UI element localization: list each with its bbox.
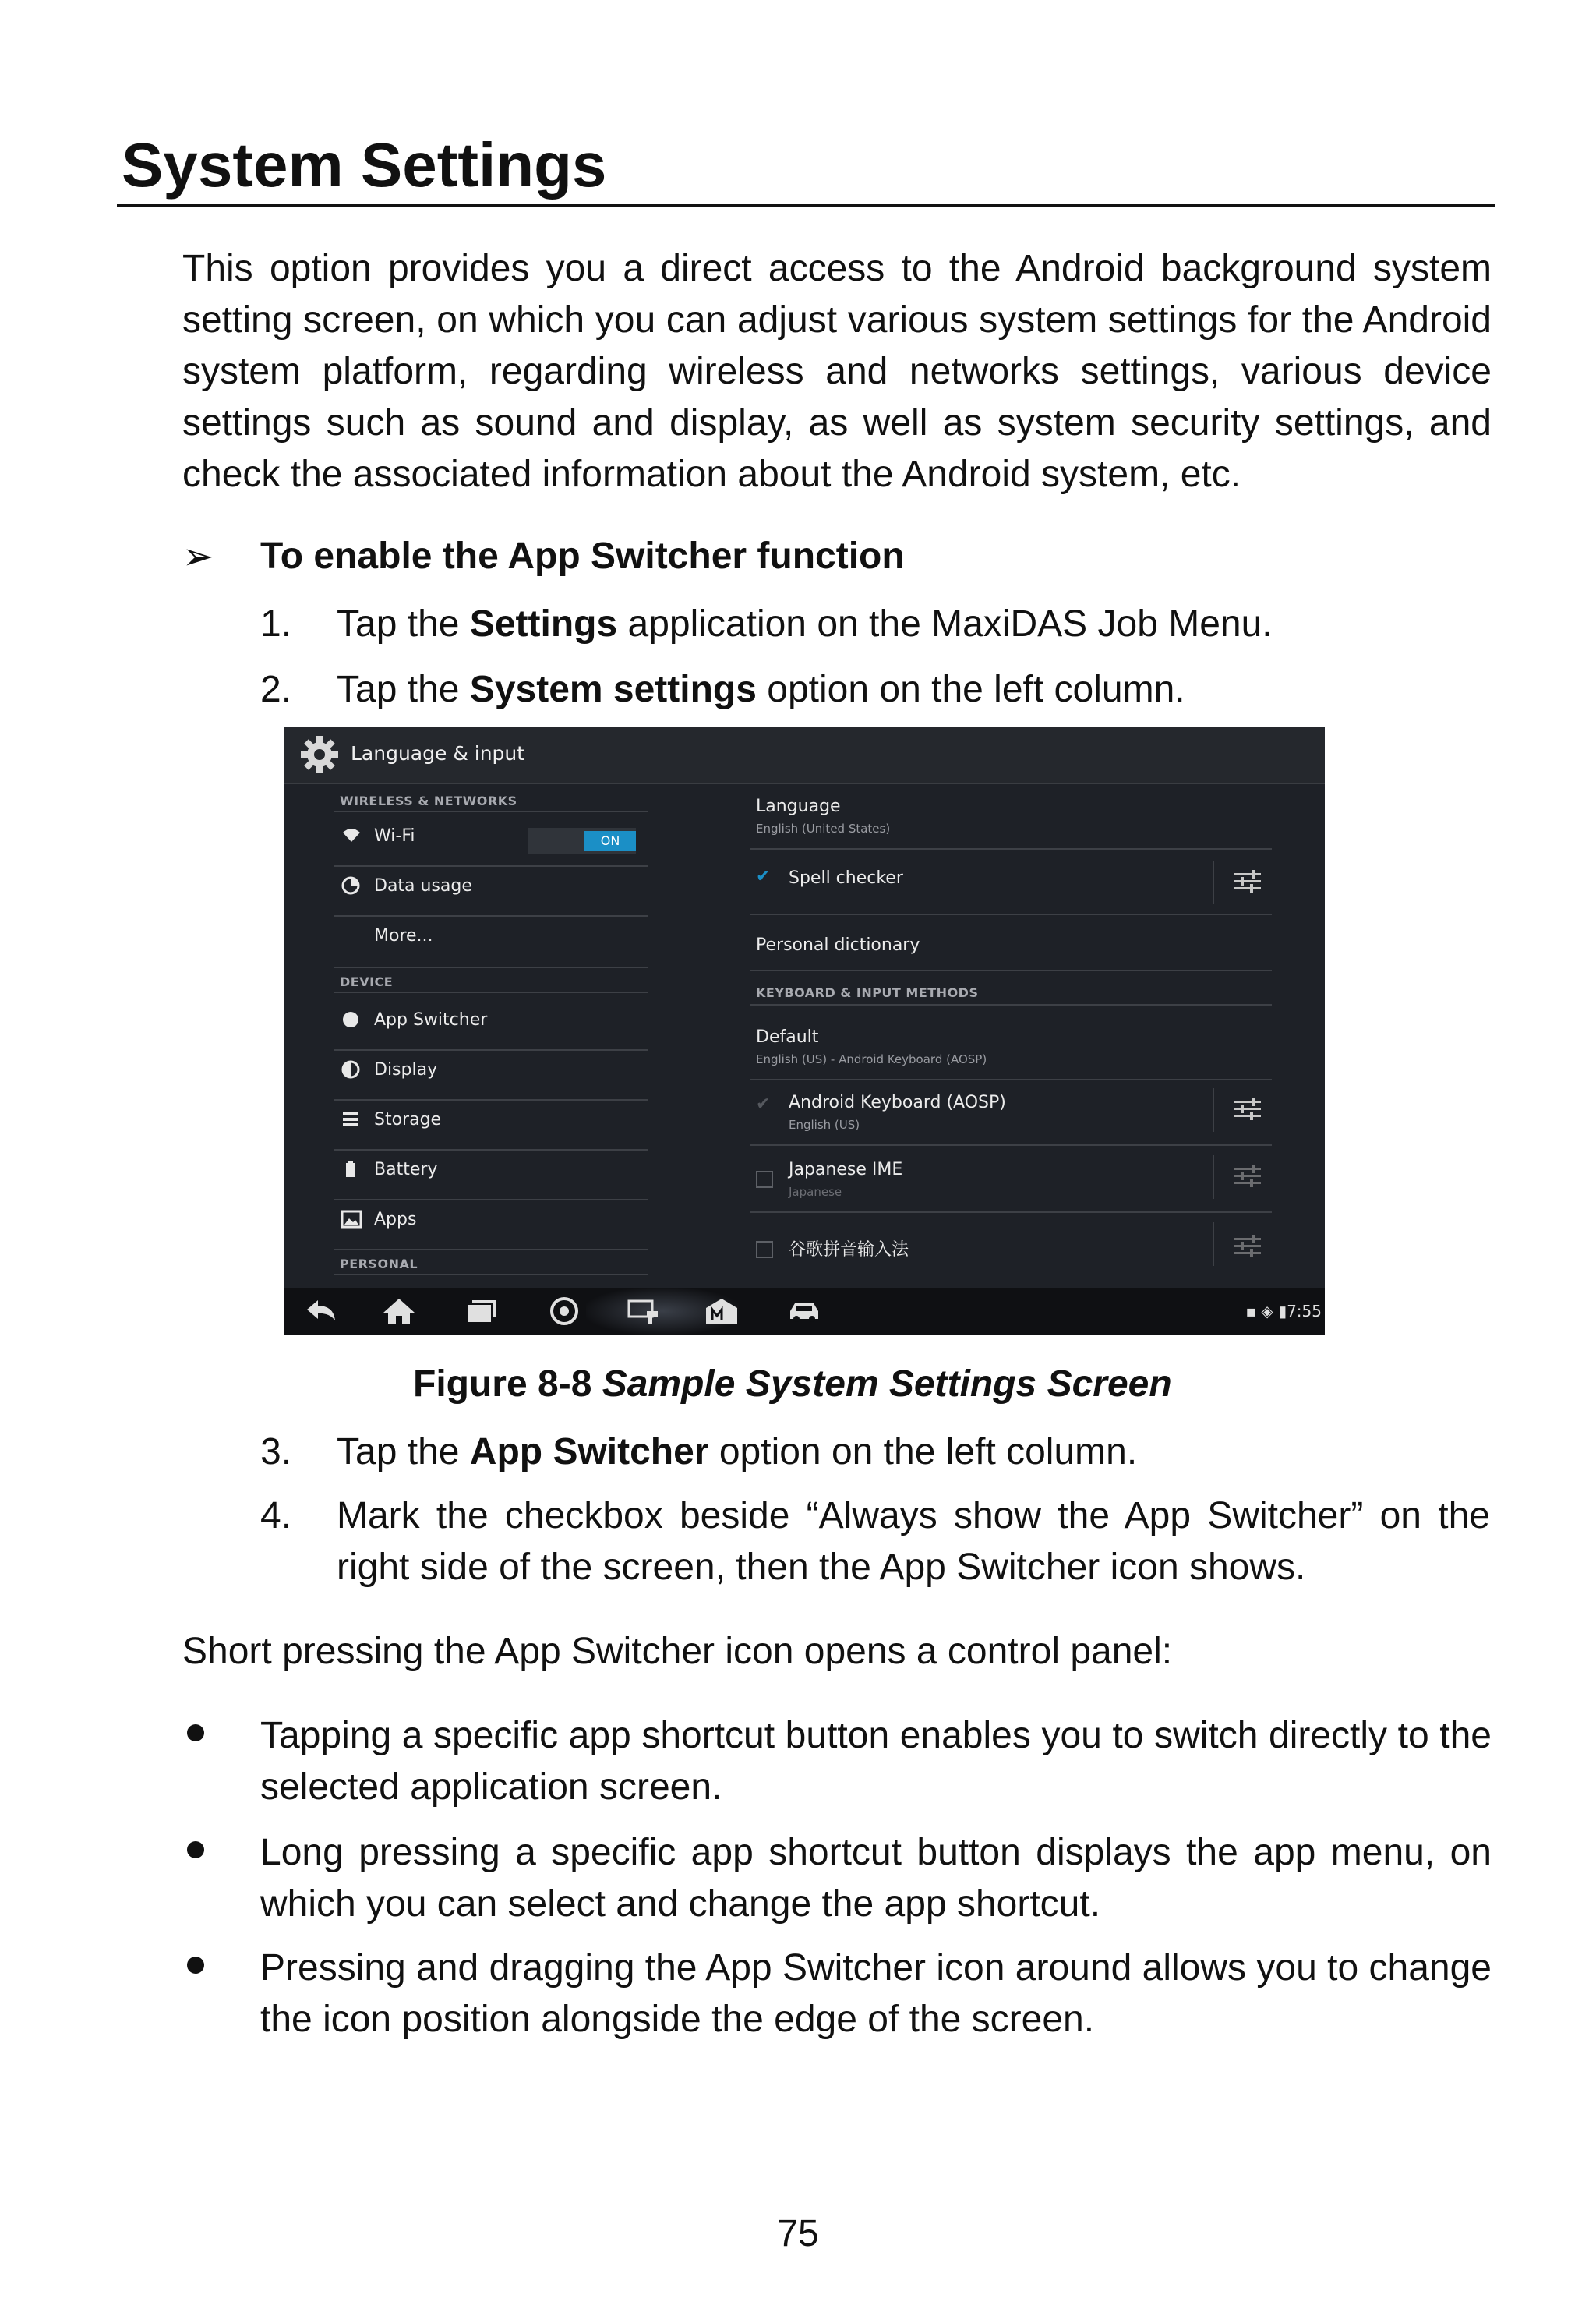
divider: [750, 1079, 1272, 1080]
bullet-item: Tapping a specific app shortcut button enables you to switch directly to the selected application screen.: [260, 1715, 1492, 1808]
step-number: 2.: [260, 669, 292, 710]
procedure-heading: To enable the App Switcher function: [260, 536, 905, 577]
bullet-item: Long pressing a specific app shortcut button displays the app menu, on which you can select and change the app shortcut.: [260, 1832, 1492, 1925]
bullet-icon: [187, 1841, 204, 1858]
step-text: Tap the Settings application on the MaxiDAS Job Menu.: [337, 603, 1273, 645]
android-keyboard-setting[interactable]: Android Keyboard (AOSP): [789, 1093, 1006, 1112]
section-wireless: WIRELESS & NETWORKS: [340, 794, 517, 808]
sidebar-item-display[interactable]: Display: [374, 1060, 438, 1080]
wifi-toggle-on: ON: [584, 831, 636, 851]
section-keyboard: KEYBOARD & INPUT METHODS: [756, 985, 979, 1000]
default-keyboard-setting[interactable]: Default: [756, 1027, 819, 1047]
maxidas-icon[interactable]: [704, 1297, 739, 1325]
pinyin-checkbox[interactable]: [756, 1241, 773, 1258]
bullet-icon: [187, 1957, 204, 1974]
storage-icon: [341, 1110, 360, 1133]
status-time: 7:55: [1287, 1302, 1322, 1320]
sidebar-item-storage[interactable]: Storage: [374, 1110, 442, 1130]
divider: [750, 1004, 1272, 1006]
step-text: Tap the App Switcher option on the left column.: [337, 1431, 1138, 1472]
divider: [334, 1199, 648, 1200]
section-device: DEVICE: [340, 974, 394, 989]
pinyin-setting[interactable]: 谷歌拼音输入法: [789, 1240, 909, 1260]
step-text: Tap the System settings option on the left column.: [337, 669, 1185, 710]
divider: [334, 811, 648, 812]
page-title: System Settings: [122, 130, 607, 200]
status-icons: ▪ ◈ ▮: [1245, 1302, 1287, 1320]
procedure-arrow-icon: ➢: [182, 536, 214, 578]
navigation-bar: [284, 1288, 1325, 1335]
divider: [334, 915, 648, 917]
android-keyboard-value: English (US): [789, 1118, 860, 1132]
check-icon[interactable]: ✔: [756, 867, 771, 886]
divider: [334, 1049, 648, 1051]
divider: [750, 914, 1272, 915]
divider: [1213, 1155, 1214, 1199]
sidebar-item-apps[interactable]: Apps: [374, 1210, 417, 1229]
sidebar-item-data-usage[interactable]: Data usage: [374, 876, 472, 896]
divider: [750, 1144, 1272, 1146]
home-icon[interactable]: [382, 1297, 416, 1325]
divider: [334, 992, 648, 993]
japanese-ime-setting[interactable]: Japanese IME: [789, 1160, 903, 1179]
recent-apps-icon[interactable]: [464, 1297, 499, 1325]
control-panel-intro: Short pressing the App Switcher icon opens a control panel:: [182, 1631, 1173, 1672]
sidebar-item-wifi[interactable]: Wi-Fi: [374, 826, 415, 846]
sidebar-item-battery[interactable]: Battery: [374, 1160, 438, 1179]
language-value: English (United States): [756, 822, 891, 836]
divider: [1213, 861, 1214, 904]
sidebar-item-app-switcher[interactable]: App Switcher: [374, 1010, 488, 1030]
wifi-icon: [341, 826, 362, 848]
divider: [334, 1274, 648, 1275]
default-keyboard-value: English (US) - Android Keyboard (AOSP): [756, 1052, 987, 1066]
settings-tune-icon[interactable]: [1234, 1098, 1261, 1121]
step-number: 3.: [260, 1431, 292, 1472]
japanese-ime-checkbox[interactable]: [756, 1171, 773, 1188]
settings-tune-icon[interactable]: [1234, 1235, 1261, 1258]
intro-paragraph: This option provides you a direct access to the Android background system setting screen, on which you can adjust various system settings for the Android system platform, regarding wireless and networks settings, various device settings such as sound and display, as well as system security settings, and check the associated information about the Android system, etc.: [182, 248, 1492, 495]
status-bar: [1245, 1302, 1322, 1320]
divider: [334, 1249, 648, 1250]
app-switcher-icon: [341, 1010, 360, 1034]
vehicle-icon[interactable]: [787, 1297, 821, 1325]
settings-gear-icon: [298, 733, 341, 776]
divider: [1213, 1088, 1214, 1132]
settings-header-title: Language & input: [351, 742, 525, 765]
figure-caption: Figure 8-8 Sample System Settings Screen: [413, 1363, 1172, 1405]
divider: [750, 970, 1272, 971]
check-icon[interactable]: ✔: [756, 1094, 771, 1114]
divider: [334, 1099, 648, 1101]
divider: [334, 1149, 648, 1151]
divider: [750, 1211, 1272, 1213]
display-icon: [341, 1060, 360, 1084]
settings-screenshot: [284, 727, 1325, 1335]
japanese-ime-value: Japanese: [789, 1185, 842, 1199]
step-number: 4.: [260, 1495, 292, 1536]
title-rule: [117, 204, 1495, 207]
divider: [1213, 1222, 1214, 1266]
bullet-icon: [187, 1724, 204, 1741]
settings-header: [284, 727, 1325, 784]
settings-tune-icon[interactable]: [1234, 1165, 1261, 1188]
page-number: 75: [777, 2213, 819, 2254]
spell-checker-setting[interactable]: Spell checker: [789, 868, 903, 888]
language-setting[interactable]: Language: [756, 797, 841, 816]
apps-icon: [341, 1210, 362, 1233]
data-usage-icon: [341, 876, 360, 900]
app-switcher-nav-icon[interactable]: [627, 1297, 661, 1325]
step-text: Mark the checkbox beside “Always show the App Switcher” on the right side of the screen, then the App Switcher icon shows.: [337, 1495, 1490, 1588]
battery-icon: [341, 1160, 360, 1183]
divider: [334, 967, 648, 968]
browser-icon[interactable]: [547, 1297, 581, 1325]
settings-tune-icon[interactable]: [1234, 870, 1261, 893]
wifi-toggle[interactable]: [528, 828, 636, 854]
section-personal: PERSONAL: [340, 1257, 418, 1271]
step-number: 1.: [260, 603, 292, 645]
sidebar-item-more[interactable]: More...: [374, 926, 433, 946]
divider: [750, 848, 1272, 850]
bullet-item: Pressing and dragging the App Switcher icon around allows you to change the icon position alongside the edge of the screen.: [260, 1947, 1492, 2040]
personal-dictionary-setting[interactable]: Personal dictionary: [756, 935, 920, 955]
back-icon[interactable]: [304, 1297, 338, 1325]
divider: [334, 865, 648, 867]
